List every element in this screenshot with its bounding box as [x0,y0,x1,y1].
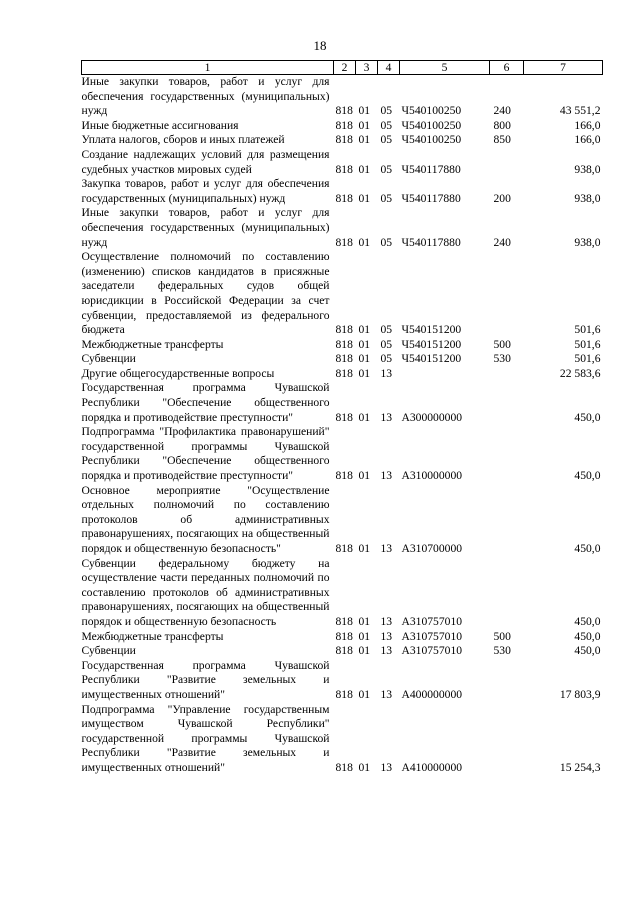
row-target-article: Ч540117880 [401,162,461,176]
row-section-code: 01 [358,410,371,424]
row-gr-code: 818 [335,191,353,205]
row-gr-code: 818 [335,162,353,176]
row-target-article: Ч540151200 [401,323,462,337]
row-subsection-code: 05 [380,235,393,249]
row-gr-code: 818 [335,687,353,701]
table-row [82,425,603,483]
row-amount: 938,0 [574,191,601,205]
row-amount: 166,0 [574,118,601,132]
row-subsection-code: 13 [380,687,393,701]
row-gr-code: 818 [335,542,353,555]
row-gr-code: 818 [335,104,353,118]
row-amount: 17 803,9 [559,687,601,701]
row-target-article: А310757010 [401,644,463,658]
row-gr-code: 818 [335,644,353,658]
row-gr-code: 818 [335,133,353,147]
header-col-2: 2 [334,61,356,75]
row-name: Иные бюджетные ассигнования [81,118,239,132]
table-row [82,381,603,425]
row-name: Субвенции федеральному бюджету на осуществление части переданных полномочий по составлению протоколов об административных правонарушениях, посягающих на общественный порядок и общественную безопасность [81,556,330,628]
table-row [82,703,603,776]
row-expense-type [490,367,524,382]
row-subsection-code: 05 [380,323,393,337]
row-subsection-code: 13 [380,366,393,380]
row-expense-type [490,250,524,338]
row-section-code: 01 [358,542,371,555]
row-name: Межбюджетные трансферты [81,629,224,643]
row-gr-code: 818 [335,366,353,380]
header-col-5: 5 [400,61,490,75]
row-target-article: Ч540151200 [401,352,462,366]
row-amount: 938,0 [574,162,601,176]
row-subsection-code: 05 [380,104,393,118]
row-name: Создание надлежащих условий для размещения судебных участков мировых судей [81,147,330,176]
row-name: Другие общегосударственные вопросы [81,366,275,380]
row-section-code: 01 [358,235,371,249]
row-gr-code: 818 [335,337,353,351]
row-name: Межбюджетные трансферты [81,337,224,351]
table-row [82,177,603,206]
table-row [82,557,603,630]
row-amount: 450,0 [574,542,601,555]
row-name: Государственная программа Чувашской Республики "Развитие земельных и имущественных отношений" [81,658,330,701]
row-section-code: 01 [358,133,371,147]
row-section-code: 01 [358,191,371,205]
row-subsection-code: 05 [380,352,393,366]
row-name: Иные закупки товаров, работ и услуг для обеспечения государственных (муниципальных) нужд [81,75,330,118]
row-amount: 15 254,3 [559,760,601,774]
row-target-article: А300000000 [401,410,463,424]
table-row [82,75,603,119]
row-section-code: 01 [358,104,371,118]
row-target-article: А410000000 [401,760,463,774]
row-subsection-code: 13 [380,469,393,483]
row-expense-type: 500 [493,629,511,643]
row-amount: 450,0 [574,614,601,628]
row-section-code: 01 [358,323,371,337]
row-gr-code: 818 [335,469,353,483]
row-expense-type [490,484,524,557]
row-section-code: 01 [358,687,371,701]
row-name: Основное мероприятие "Осуществление отдельных полномочий по составлению протоколов об административных правонарушениях, посягающих на общественный порядок и общественную безопасность" [81,483,330,555]
row-subsection-code: 13 [380,644,393,658]
row-amount: 501,6 [574,337,601,351]
table-row [82,484,603,557]
row-expense-type [490,557,524,630]
row-target-article: Ч540151200 [401,337,462,351]
row-gr-code: 818 [335,118,353,132]
row-amount: 166,0 [574,133,601,147]
row-subsection-code: 13 [380,542,393,555]
row-expense-type [490,381,524,425]
row-target-article: А400000000 [401,687,463,701]
table-row [82,659,603,703]
row-gr-code: 818 [335,323,353,337]
row-amount: 450,0 [574,469,601,483]
row-section-code: 01 [358,469,371,483]
row-target-article [400,367,490,382]
table-row [82,644,603,659]
table-row [82,630,603,645]
table-row [82,250,603,338]
row-expense-type: 240 [493,235,511,249]
row-expense-type [490,703,524,776]
row-target-article: Ч540117880 [401,191,461,205]
table-row [82,367,603,382]
row-amount: 450,0 [574,410,601,424]
row-target-article: А310757010 [401,629,463,643]
row-amount: 450,0 [574,629,601,643]
table-body [82,75,603,776]
row-amount: 450,0 [574,644,601,658]
header-col-7: 7 [524,61,603,75]
row-section-code: 01 [358,760,371,774]
row-expense-type: 850 [493,133,511,147]
row-amount: 501,6 [574,352,601,366]
row-gr-code: 818 [335,614,353,628]
row-name: Подпрограмма "Управление государственным имуществом Чувашской Республики" государственной программы Чувашской Республики "Развитие земельных и имущественных отношений" [81,702,330,774]
row-subsection-code: 05 [380,191,393,205]
row-subsection-code: 05 [380,162,393,176]
row-subsection-code: 13 [380,614,393,628]
row-name: Уплата налогов, сборов и иных платежей [81,133,285,147]
header-col-1: 1 [82,61,334,75]
row-name: Государственная программа Чувашской Республики "Обеспечение общественного порядка и противодействие преступности" [81,381,330,424]
row-target-article: Ч540117880 [401,235,461,249]
row-gr-code: 818 [335,760,353,774]
row-name: Осуществление полномочий по составлению (изменению) списков кандидатов в присяжные заседатели федеральных судов общей юрисдикции в Российской Федерации за счет субвенции, предоставляемой из федерального бюджета [81,250,330,337]
row-subsection-code: 13 [380,629,393,643]
row-gr-code: 818 [335,629,353,643]
row-name: Субвенции [81,644,136,658]
table-row [82,206,603,250]
row-amount: 43 551,2 [559,104,601,118]
row-section-code: 01 [358,352,371,366]
header-col-3: 3 [356,61,378,75]
header-col-6: 6 [490,61,524,75]
row-target-article: Ч540100250 [401,104,462,118]
row-expense-type [490,148,524,177]
row-subsection-code: 13 [380,760,393,774]
budget-table [81,60,603,776]
row-expense-type: 530 [493,644,511,658]
row-expense-type: 240 [493,104,511,118]
table-row [82,352,603,367]
row-target-article: Ч540100250 [401,133,462,147]
table-row [82,119,603,134]
row-expense-type: 800 [493,118,511,132]
table-row [82,148,603,177]
row-section-code: 01 [358,118,371,132]
row-expense-type: 200 [493,191,511,205]
row-target-article: А310757010 [401,614,463,628]
page-number: 18 [313,38,327,53]
row-subsection-code: 05 [380,337,393,351]
table-row [82,338,603,353]
row-section-code: 01 [358,644,371,658]
row-target-article: Ч540100250 [401,118,462,132]
row-name: Закупка товаров, работ и услуг для обеспечения государственных (муниципальных) нужд [81,177,330,205]
header-col-4: 4 [378,61,400,75]
table-row [82,133,603,148]
row-name: Подпрограмма "Профилактика правонарушений" государственной программы Чувашской Республики "Обеспечение общественного порядка и противодействие преступности" [81,425,330,483]
row-subsection-code: 05 [380,118,393,132]
row-amount: 22 583,6 [559,366,601,380]
row-gr-code: 818 [335,352,353,366]
row-target-article: А310000000 [401,469,463,483]
row-gr-code: 818 [335,235,353,249]
row-expense-type: 500 [493,337,511,351]
row-section-code: 01 [358,337,371,351]
row-gr-code: 818 [335,410,353,424]
row-target-article: А310700000 [401,542,463,555]
row-name: Иные закупки товаров, работ и услуг для обеспечения государственных (муниципальных) нужд [81,206,330,249]
row-section-code: 01 [358,366,371,380]
row-amount: 938,0 [574,235,601,249]
row-section-code: 01 [358,162,371,176]
row-section-code: 01 [358,614,371,628]
row-expense-type: 530 [493,352,511,366]
row-expense-type [490,659,524,703]
table-header [82,61,603,75]
row-amount: 501,6 [574,323,601,337]
row-expense-type [490,425,524,483]
row-section-code: 01 [358,629,371,643]
row-name: Субвенции [81,352,136,366]
row-subsection-code: 13 [380,410,393,424]
row-subsection-code: 05 [380,133,393,147]
